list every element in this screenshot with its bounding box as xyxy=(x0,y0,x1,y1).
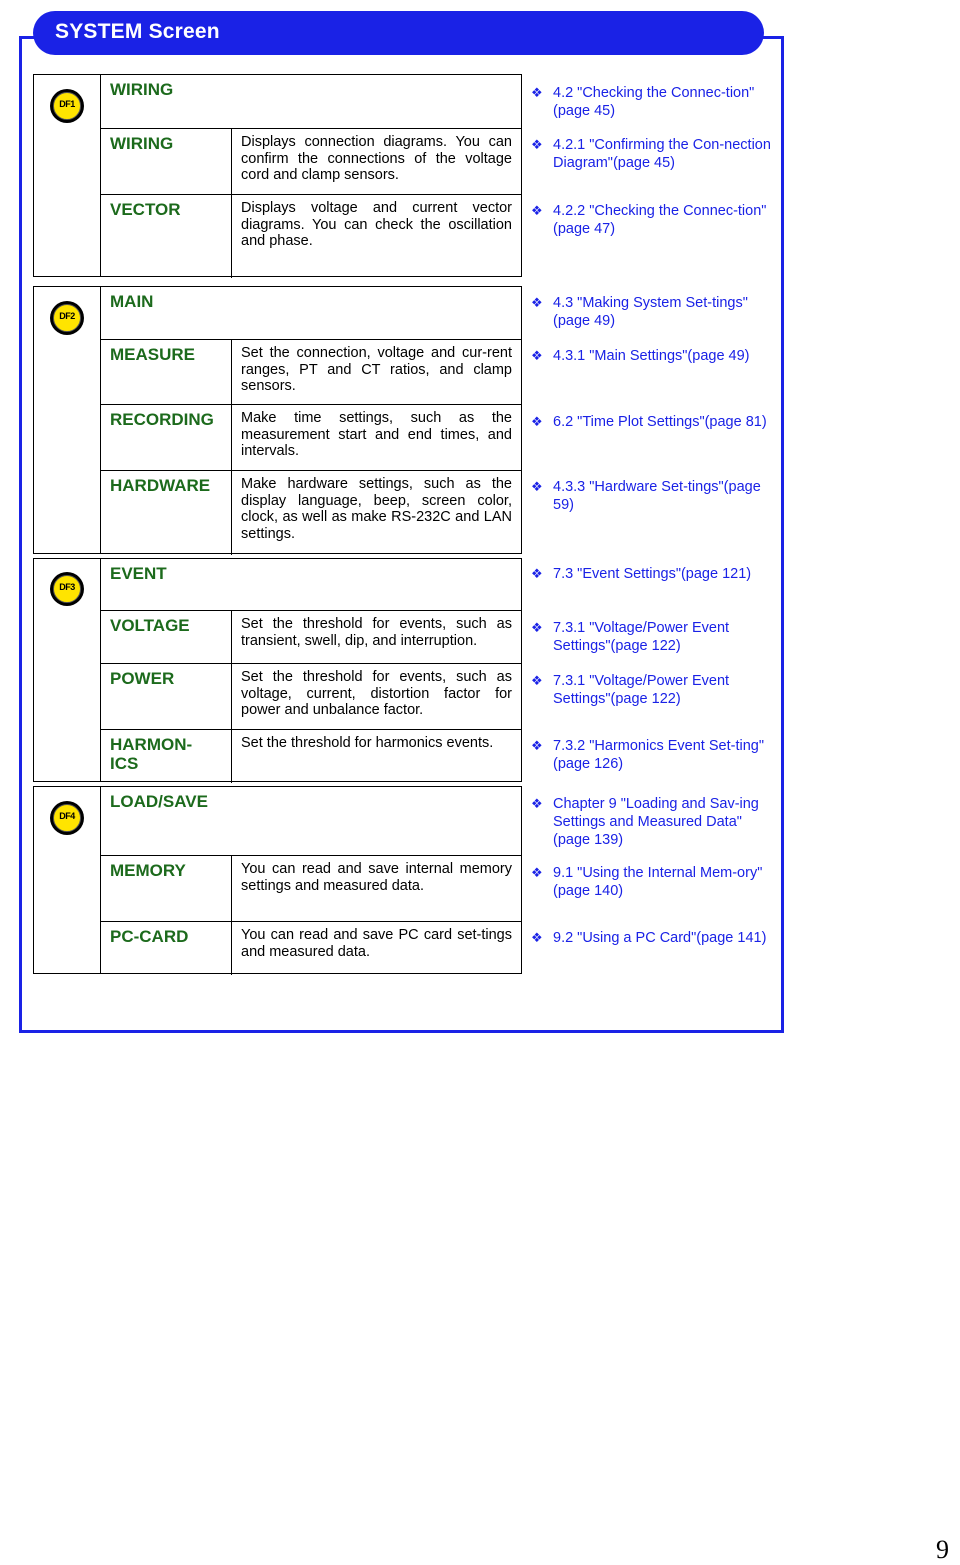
diamond-bullet-icon: ❖ xyxy=(531,566,543,581)
item-label: VOLTAGE xyxy=(110,616,190,635)
item-label: MEMORY xyxy=(110,861,186,880)
item-description: You can read and save PC card set-tings and measured data. xyxy=(241,927,512,960)
icon-column xyxy=(34,559,101,781)
diamond-bullet-icon: ❖ xyxy=(531,673,543,688)
item-label: POWER xyxy=(110,669,175,688)
icon-column xyxy=(34,287,101,553)
item-description: Set the threshold for events, such as transient, swell, dip, and interruption. xyxy=(241,616,512,649)
group-header-label: MAIN xyxy=(110,292,154,311)
item-description: Make hardware settings, such as the display language, beep, screen color, clock, as well as make RS-232C and LAN settings. xyxy=(241,476,512,542)
group-header-row xyxy=(101,75,521,129)
table-row xyxy=(101,405,521,471)
table-row xyxy=(101,730,521,783)
diamond-bullet-icon: ❖ xyxy=(531,203,543,218)
diamond-bullet-icon: ❖ xyxy=(531,796,543,811)
title-bar xyxy=(33,11,764,55)
group-df2 xyxy=(33,286,522,554)
diamond-bullet-icon: ❖ xyxy=(531,930,543,945)
item-label: MEASURE xyxy=(110,345,196,364)
item-description: Set the threshold for harmonics events. xyxy=(241,735,494,751)
icon-column xyxy=(34,75,101,276)
group-header-row xyxy=(101,787,521,856)
table-row xyxy=(101,664,521,730)
diamond-bullet-icon: ❖ xyxy=(531,865,543,880)
diamond-bullet-icon: ❖ xyxy=(531,620,543,635)
item-description: Displays connection diagrams. You can confirm the connections of the voltage cord and clamp sensors. xyxy=(241,134,512,183)
group-header-label: EVENT xyxy=(110,564,167,583)
table-row xyxy=(101,195,521,278)
item-label: WIRING xyxy=(110,134,174,153)
table-row xyxy=(101,129,521,195)
table-row xyxy=(101,611,521,664)
df4-button-icon: DF4 xyxy=(50,801,84,835)
df3-button-icon: DF3 xyxy=(50,572,84,606)
item-label: PC-CARD xyxy=(110,927,189,946)
group-header-row xyxy=(101,287,521,340)
group-df3 xyxy=(33,558,522,782)
diamond-bullet-icon: ❖ xyxy=(531,414,543,429)
group-df4 xyxy=(33,786,522,974)
page-number: 9 xyxy=(936,1535,949,1564)
item-label: VECTOR xyxy=(110,200,181,219)
group-df1 xyxy=(33,74,522,277)
icon-column xyxy=(34,787,101,973)
diamond-bullet-icon: ❖ xyxy=(531,479,543,494)
group-header-label: WIRING xyxy=(110,80,174,99)
diamond-bullet-icon: ❖ xyxy=(531,85,543,100)
diamond-bullet-icon: ❖ xyxy=(531,295,543,310)
item-label: RECORDING xyxy=(110,410,214,429)
group-header-row xyxy=(101,559,521,611)
screen-title: SYSTEM Screen xyxy=(55,20,220,43)
item-description: Make time settings, such as the measurement start and end times, and intervals. xyxy=(241,410,512,459)
df1-button-icon: DF1 xyxy=(50,89,84,123)
table-row xyxy=(101,340,521,405)
item-description: Set the threshold for events, such as voltage, current, distortion factor for power and unbalance factor. xyxy=(241,669,512,718)
diamond-bullet-icon: ❖ xyxy=(531,738,543,753)
diamond-bullet-icon: ❖ xyxy=(531,348,543,363)
item-label: HARMON-ICS xyxy=(110,735,193,773)
diamond-bullet-icon: ❖ xyxy=(531,137,543,152)
table-row xyxy=(101,471,521,555)
item-description: You can read and save internal memory settings and measured data. xyxy=(241,861,512,894)
group-header-label: LOAD/SAVE xyxy=(110,792,208,811)
item-description: Set the connection, voltage and cur-rent ranges, PT and CT ratios, and clamp sensors. xyxy=(241,345,512,394)
table-row xyxy=(101,856,521,922)
item-description: Displays voltage and current vector diagrams. You can check the oscillation and phase. xyxy=(241,200,512,249)
df2-button-icon: DF2 xyxy=(50,301,84,335)
item-label: HARDWARE xyxy=(110,476,211,495)
table-row xyxy=(101,922,521,975)
